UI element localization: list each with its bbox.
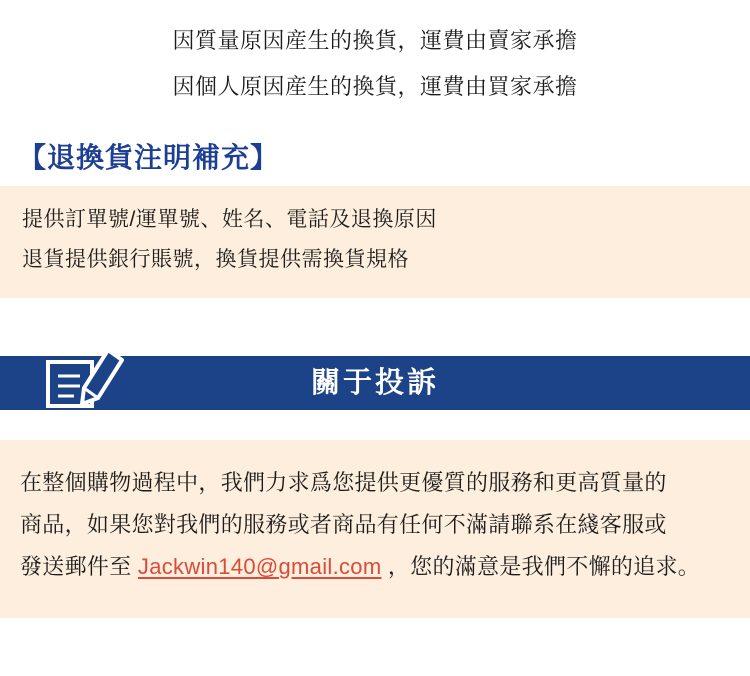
note-section-heading: 【退換貨注明補充】 — [18, 142, 280, 173]
closing-prefix: 發送郵件至 — [20, 554, 138, 579]
closing-line: 在整個購物過程中，我們力求爲您提供更優質的服務和更高質量的 — [20, 470, 667, 495]
closing-message-box — [0, 440, 750, 618]
note-box — [0, 186, 750, 298]
note-line: 提供訂單號/運單號、姓名、電話及退換原因 — [22, 208, 437, 231]
closing-line-with-email — [20, 546, 730, 588]
banner-title: 關于投訴 — [310, 367, 439, 399]
support-email-link[interactable]: Jackwin140@gmail.com — [137, 554, 382, 579]
complaint-banner — [0, 350, 750, 422]
policy-line: 因質量原因産生的換貨，運費由賣家承擔 — [172, 28, 578, 53]
note-line: 退貨提供銀行賬號，換貨提供需換貨規格 — [22, 248, 409, 271]
return-policy-lines — [0, 0, 750, 110]
closing-line: 商品，如果您對我們的服務或者商品有任何不滿請聯系在綫客服或 — [20, 512, 667, 537]
policy-line: 因個人原因産生的換貨，運費由買家承擔 — [172, 74, 578, 99]
closing-suffix: ，您的滿意是我們不懈的追求。 — [381, 554, 701, 579]
pencil-edit-icon — [40, 336, 126, 422]
